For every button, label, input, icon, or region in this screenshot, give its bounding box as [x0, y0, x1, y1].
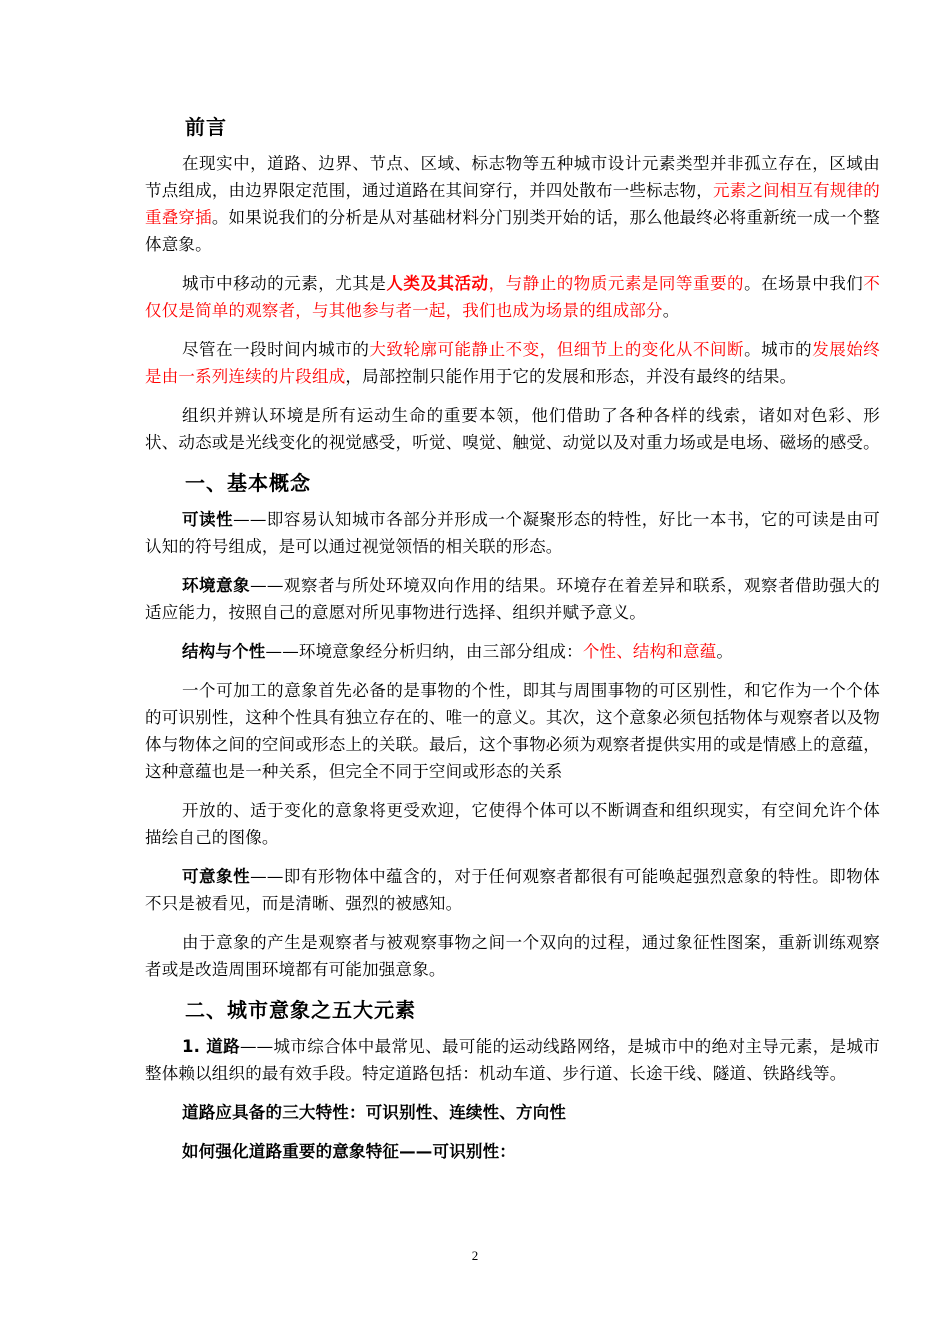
page-content — [145, 112, 880, 1177]
paragraph-path-identity: 如何强化道路重要的意象特征——可识别性： — [182, 1142, 516, 1161]
text-run: 。 — [716, 642, 734, 661]
paragraph-preface-1 — [145, 150, 880, 258]
text-run: ，局部控制只能作用于它的发展和形态，并没有最终的结果。 — [345, 367, 797, 386]
term-label: 结构与个性 — [182, 642, 266, 661]
paragraph-structure-identity — [145, 638, 880, 665]
paragraph-image-process: 由于意象的产生是观察者与被观察事物之间一个双向的过程，通过象征性图案，重新训练观察者或是改造周围环境都有可能加强意象。 — [145, 933, 880, 979]
text-run: ——观察者与所处环境双向作用的结果。环境存在着差异和联系，观察者借助强大的适应能力，按照自己的意愿对所见事物进行选择、组织并赋予意义。 — [145, 576, 880, 622]
term-label: 道路 — [206, 1037, 240, 1056]
highlight-text: 元素之间相互有规律的重叠穿插 — [145, 181, 880, 227]
highlight-text: 不仅仅是简单的观察者，与其他参与者一起，我们也成为场景的组成部分 — [145, 274, 881, 320]
text-run: ——环境意象经分析归纳，由三部分组成： — [265, 642, 583, 661]
paragraph-path-traits: 道路应具备的三大特性：可识别性、连续性、方向性 — [182, 1103, 567, 1122]
text-run: ——即容易认知城市各部分并形成一个凝聚形态的特性，好比一本书，它的可读是由可认知的符号组成，是可以通过视觉领悟的相关联的形态。 — [145, 510, 880, 556]
paragraph-imageability — [145, 863, 880, 917]
five-elements-heading: 二、城市意象之五大元素 — [185, 998, 416, 1022]
text-run: ——即有形物体中蕴含的，对于任何观察者都很有可能唤起强烈意象的特性。即物体不只是被看见，而是清晰、强烈的被感知。 — [145, 867, 880, 913]
text-run: 。在场景中我们 — [744, 274, 864, 293]
text-run: 。如果说我们的分析是从对基础材料分门别类开始的话，那么他最终必将重新统一成一个整体意象。 — [145, 208, 880, 254]
paragraph-workable-image: 一个可加工的意象首先必备的是事物的个性，即其与周围事物的可区别性，和它作为一个个体的可识别性，这种个性具有独立存在的、唯一的意义。其次，这个意象必须包括物体与观察者以及物体与物体之间的空间或形态上的关联。最后，这个事物必须为观察者提供实用的或是情感上的意蕴，这种意蕴也是一种关系，但完全不同于空间或形态的关系 — [145, 681, 880, 781]
highlight-text: 大致轮廓可能静止不变，但细节上的变化从不间断 — [369, 340, 745, 359]
paragraph-paths — [145, 1033, 880, 1087]
text-run: 城市中移动的元素，尤其是 — [182, 274, 387, 293]
paragraph-preface-2 — [145, 270, 880, 324]
text-run: 尽管在一段时间内城市的 — [182, 340, 370, 359]
paragraph-preface-4: 组织并辨认环境是所有运动生命的重要本领，他们借助了各种各样的线索，诸如对色彩、形状、动态或是光线变化的视觉感受，听觉、嗅觉、触觉、动觉以及对重力场或是电场、磁场的感受。 — [145, 406, 880, 452]
term-label: 环境意象 — [182, 576, 251, 595]
highlight-text: 个性、结构和意蕴 — [582, 642, 717, 661]
preface-heading: 前言 — [185, 115, 227, 139]
term-label: 可意象性 — [182, 867, 251, 886]
text-run: ——城市综合体中最常见、最可能的运动线路网络，是城市中的绝对主导元素，是城市整体赖以组织的最有效手段。特定道路包括：机动车道、步行道、长途干线、隧道、铁路线等。 — [145, 1037, 880, 1083]
highlight-text: ，与静止的物质元素是同等重要的 — [488, 274, 745, 293]
page-number: 2 — [471, 1248, 479, 1263]
paragraph-open-image: 开放的、适于变化的意象将更受欢迎，它使得个体可以不断调查和组织现实，有空间允许个体描绘自己的图像。 — [145, 801, 880, 847]
term-label: 可读性 — [182, 510, 234, 529]
text-run: 在现实中，道路、边界、节点、区域、标志物等五种城市设计元素类型并非孤立存在，区域由节点组成，由边界限定范围，通过道路在其间穿行，并四处散布一些标志物， — [145, 154, 880, 200]
item-number: 1. — [182, 1037, 207, 1056]
paragraph-preface-3 — [145, 336, 880, 390]
text-run: 。城市的 — [744, 340, 813, 359]
text-run: 。 — [662, 301, 680, 320]
basic-concepts-heading: 一、基本概念 — [185, 471, 311, 495]
highlight-text: 发展始终是由一系列连续的片段组成 — [145, 340, 880, 386]
highlight-bold-text: 人类及其活动 — [386, 274, 489, 293]
paragraph-environment-image — [145, 572, 880, 626]
paragraph-legibility — [145, 506, 880, 560]
